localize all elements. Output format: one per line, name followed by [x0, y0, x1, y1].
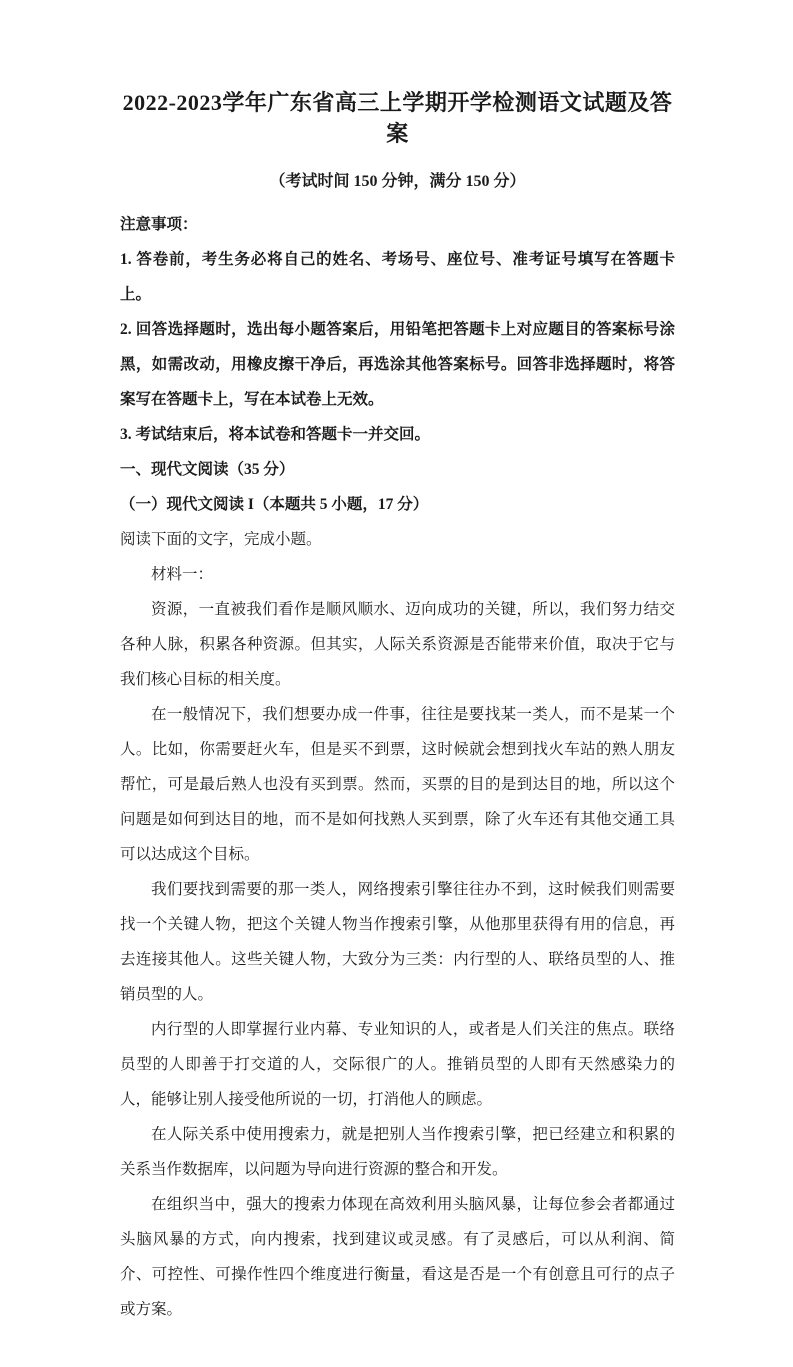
- subsection-heading-reading-1: （一）现代文阅读 I（本题共 5 小题，17 分）: [120, 495, 429, 513]
- material-label: 材料一：: [151, 565, 214, 583]
- notice-heading: 注意事项：: [120, 215, 198, 233]
- notice-item-1: 1. 答卷前，考生务必将自己的姓名、考场号、座位号、准考证号填写在答题卡上。: [120, 250, 675, 303]
- body-paragraph-6: 在组织当中，强大的搜索力体现在高效利用头脑风暴，让每位参会者都通过头脑风暴的方式，向内搜索，找到建议或灵感。有了灵感后，可以从利润、简介、可控性、可操作性四个维度进行衡量，看这是否是一个有创意且可行的点子或方案。: [120, 1195, 675, 1318]
- body-paragraph-3: 我们要找到需要的那一类人，网络搜索引擎往往办不到，这时候我们则需要找一个关键人物，把这个关键人物当作搜索引擎，从他那里获得有用的信息，再去连接其他人。这些关键人物，大致分为三类：内行型的人、联络员型的人、推销员型的人。: [120, 880, 675, 1003]
- section-heading-modern-reading: 一、现代文阅读（35 分）: [120, 460, 295, 478]
- notice-item-2: 2. 回答选择题时，选出每小题答案后，用铅笔把答题卡上对应题目的答案标号涂黑，如需改动，用橡皮擦干净后，再选涂其他答案标号。回答非选择题时，将答案写在答题卡上，写在本试卷上无效。: [120, 320, 675, 408]
- reading-instruction: 阅读下面的文字，完成小题。: [120, 530, 322, 548]
- body-paragraph-5: 在人际关系中使用搜索力，就是把别人当作搜索引擎，把已经建立和积累的关系当作数据库，以问题为导向进行资源的整合和开发。: [120, 1125, 675, 1178]
- body-paragraph-1: 资源，一直被我们看作是顺风顺水、迈向成功的关键，所以，我们努力结交各种人脉，积累各种资源。但其实，人际关系资源是否能带来价值，取决于它与我们核心目标的相关度。: [120, 600, 675, 688]
- document-subtitle: （考试时间 150 分钟，满分 150 分）: [269, 172, 526, 190]
- body-paragraph-4: 内行型的人即掌握行业内幕、专业知识的人，或者是人们关注的焦点。联络员型的人即善于打交道的人，交际很广的人。推销员型的人即有天然感染力的人，能够让别人接受他所说的一切，打消他人的顾虑。: [120, 1020, 675, 1108]
- document-title: 2022-2023学年广东省高三上学期开学检测语文试题及答案: [122, 90, 673, 146]
- notice-item-3: 3. 考试结束后，将本试卷和答题卡一并交回。: [120, 425, 431, 443]
- body-paragraph-2: 在一般情况下，我们想要办成一件事，往往是要找某一类人，而不是某一个人。比如，你需要赶火车，但是买不到票，这时候就会想到找火车站的熟人朋友帮忙，可是最后熟人也没有买到票。然而，买票的目的是到达目的地，所以这个问题是如何到达目的地，而不是如何找熟人买到票，除了火车还有其他交通工具可以达成这个目标。: [120, 705, 675, 863]
